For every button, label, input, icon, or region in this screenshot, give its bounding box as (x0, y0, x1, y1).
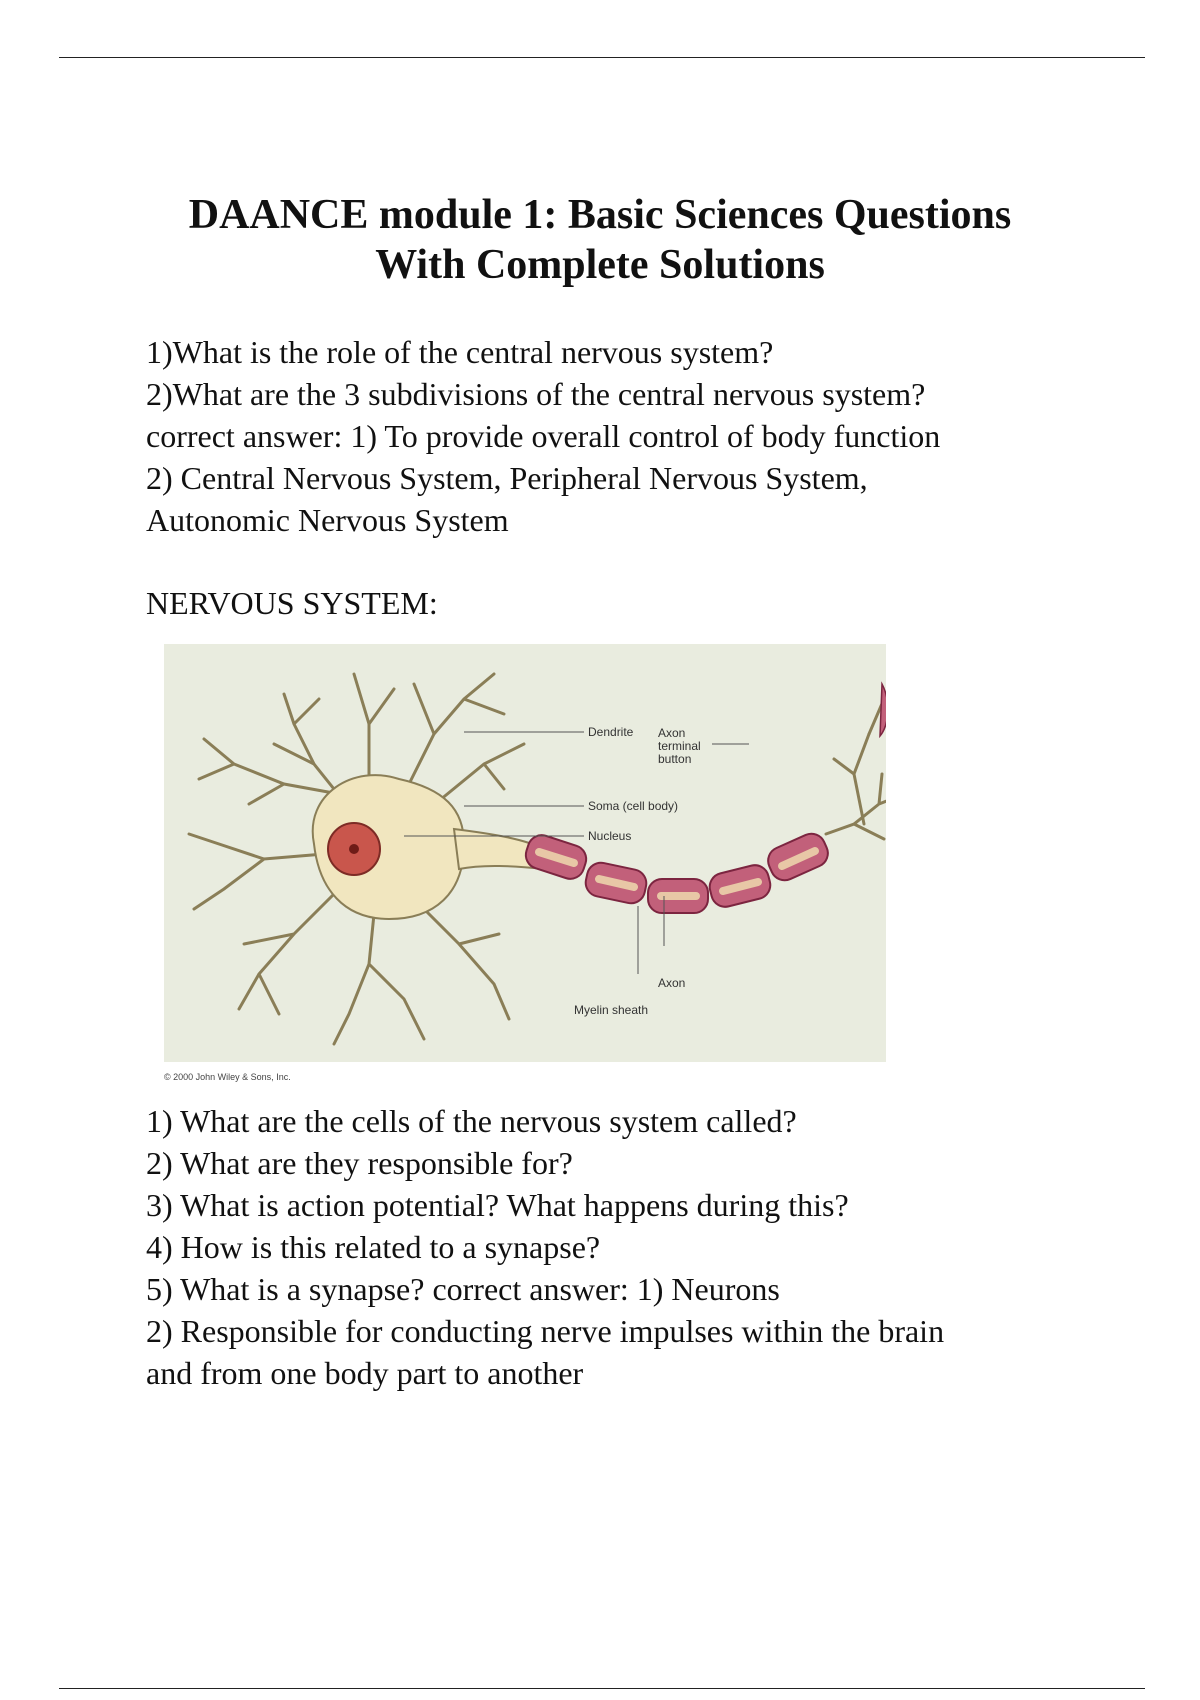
top-rule (59, 57, 1145, 58)
label-axon-terminal-1: Axon (658, 726, 686, 740)
label-nucleus: Nucleus (588, 829, 632, 843)
intro-line: correct answer: 1) To provide overall control of body function (146, 418, 941, 454)
label-axon-terminal-2: terminal (658, 739, 701, 753)
label-myelin-sheath: Myelin sheath (574, 1003, 649, 1017)
axon-terminal (826, 699, 886, 839)
question-line: 2) What are they responsible for? (146, 1145, 573, 1181)
question-line: 4) How is this related to a synapse? (146, 1229, 601, 1265)
question-line: 3) What is action potential? What happens during this? (146, 1187, 849, 1223)
myelin-sheath-segments (522, 829, 832, 913)
question-line: 2) Responsible for conducting nerve impulses within the brain (146, 1313, 945, 1349)
neuron-question-block (146, 1100, 1146, 1394)
section-heading: NERVOUS SYSTEM: (146, 585, 438, 621)
label-axon: Axon (658, 976, 686, 990)
title-line-2: With Complete Solutions (375, 242, 825, 288)
label-soma: Soma (cell body) (588, 799, 679, 813)
title-line-1: DAANCE module 1: Basic Sciences Questions (188, 192, 1012, 238)
label-axon-terminal-3: button (658, 752, 692, 766)
question-line: 1) What are the cells of the nervous system called? (146, 1103, 797, 1139)
intro-line: 1)What is the role of the central nervous system? (146, 334, 774, 370)
bottom-rule (59, 1688, 1145, 1689)
figure-copyright: © 2000 John Wiley & Sons, Inc. (164, 1072, 291, 1082)
neuron-diagram (164, 644, 886, 1062)
label-dendrite: Dendrite (588, 725, 634, 739)
intro-question-block (146, 331, 1146, 541)
intro-line: 2) Central Nervous System, Peripheral Nervous System, (146, 460, 868, 496)
intro-line: Autonomic Nervous System (146, 502, 509, 538)
document-title (0, 190, 1200, 290)
question-line: and from one body part to another (146, 1355, 584, 1391)
question-line: 5) What is a synapse? correct answer: 1) Neurons (146, 1271, 780, 1307)
intro-line: 2)What are the 3 subdivisions of the central nervous system? (146, 376, 926, 412)
